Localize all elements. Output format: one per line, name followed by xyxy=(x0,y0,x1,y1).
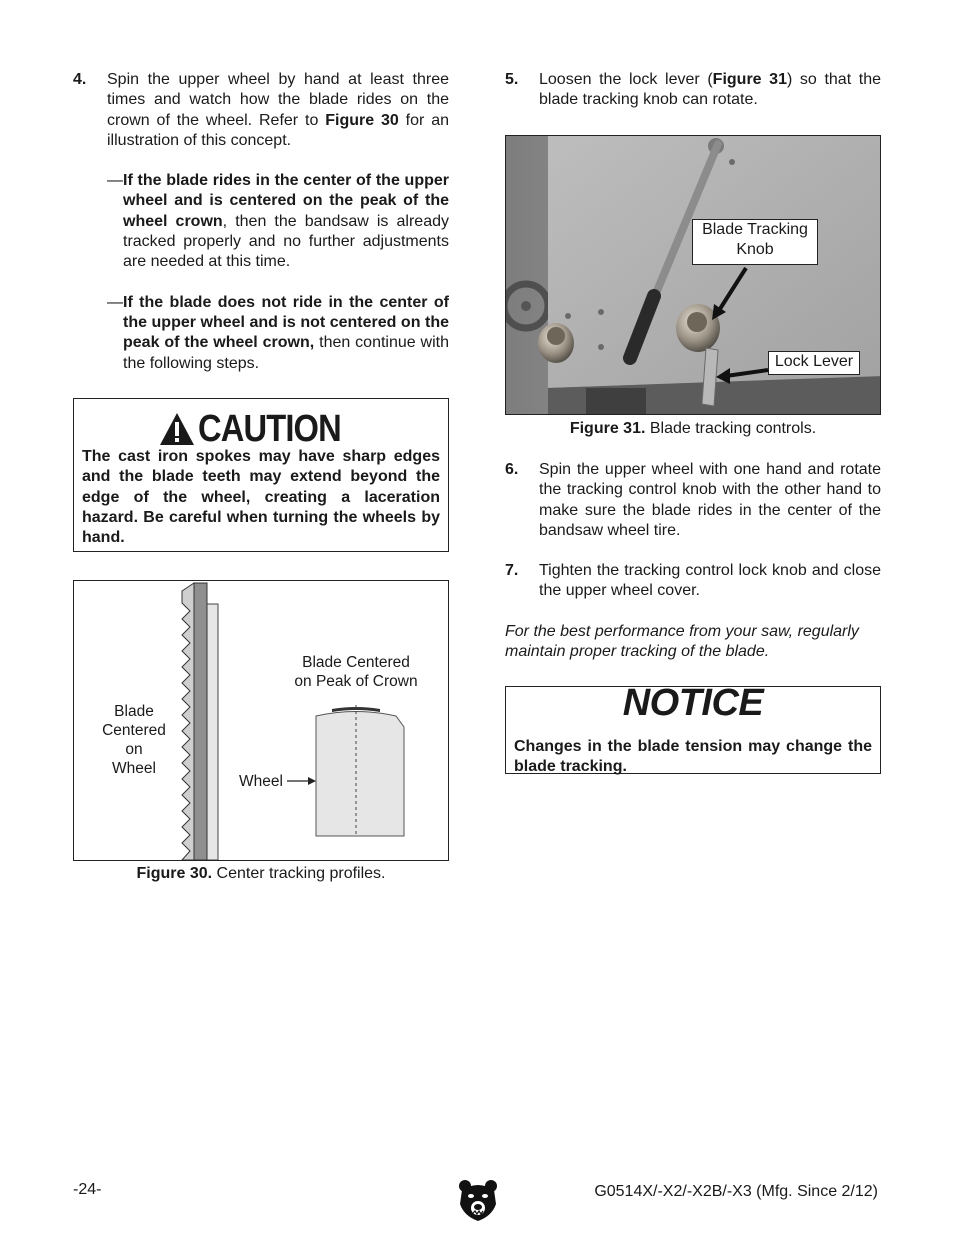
condition-text: , then the bandsaw is already tracked properly and no further adjustments are needed at this time. xyxy=(123,212,449,271)
figure-31-caption: Figure 31. Blade tracking controls. xyxy=(569,420,817,437)
page-number: -24- xyxy=(73,1181,102,1198)
step-6: 6. Spin the upper wheel with one hand and rotate the tracking control knob with the other hand to make sure the blade rides in the center of the bandsaw wheel tire. xyxy=(505,461,881,539)
step-text: Spin the upper wheel by hand at least three times and watch how the blade rides on the crown of the wheel. Refer to xyxy=(107,71,449,129)
step-text: for an illustration of this concept. xyxy=(107,111,449,149)
step-5: 5. Loosen the lock lever (Figure 31) so that the blade tracking knob can rotate. xyxy=(505,71,881,109)
notice-title: NOTICE xyxy=(622,682,764,724)
wheel-crown-profile xyxy=(316,712,404,837)
right-column-bottom xyxy=(505,460,881,662)
figure-reference: Figure 31 xyxy=(712,71,787,88)
caution-box xyxy=(73,398,449,552)
callout-lock-lever: Lock Lever xyxy=(768,351,860,375)
step-4 xyxy=(73,70,449,151)
label-wheel: Wheel xyxy=(239,773,283,790)
condition-tracked xyxy=(73,171,449,272)
wheel-side-strip xyxy=(206,604,218,860)
step-number: 6. xyxy=(505,461,519,478)
label-blade-centered-on-wheel: Blade Centered on Wheel xyxy=(102,703,166,777)
right-column-top xyxy=(505,70,881,111)
wheel-arrowhead xyxy=(308,777,316,785)
figure-31 xyxy=(505,135,881,415)
notice-box xyxy=(505,682,881,776)
blade-back xyxy=(194,583,207,860)
step-number: 5. xyxy=(505,71,519,88)
caution-title: CAUTION xyxy=(197,407,341,450)
dash: — xyxy=(107,172,123,190)
maintenance-note: For the best performance from your saw, regularly maintain proper tracking of the blade. xyxy=(505,622,859,661)
left-column xyxy=(73,70,449,374)
dash: — xyxy=(107,293,123,311)
figure-30-caption: Figure 30. Center tracking profiles. xyxy=(136,865,386,882)
callout-blade-tracking-knob: Blade Tracking Knob xyxy=(692,219,818,265)
step-number: 7. xyxy=(505,562,519,580)
caution-header xyxy=(74,405,448,453)
warning-triangle-icon xyxy=(158,411,196,447)
step-number: 4. xyxy=(73,71,87,88)
step-7: 7. Tighten the tracking control lock knob and close the upper wheel cover. xyxy=(505,562,881,600)
figure-30 xyxy=(73,580,449,861)
notice-text: Changes in the blade tension may change the blade tracking. xyxy=(514,738,872,776)
condition-text: then continue with the following steps. xyxy=(123,334,450,372)
bear-logo-icon xyxy=(458,1178,498,1222)
model-number: G0514X/-X2/-X2B/-X3 (Mfg. Since 2/12) xyxy=(594,1183,878,1200)
figure-reference: Figure 30 xyxy=(325,111,399,129)
label-centered-on-crown: Blade Centered on Peak of Crown xyxy=(294,654,418,690)
condition-bold: If the blade does not ride in the center of the upper wheel and is not centered on the peak of the wheel crown, xyxy=(123,293,449,352)
condition-bold: If the blade rides in the center of the upper wheel and is centered on the peak of the wheel crown xyxy=(123,172,449,230)
caution-text: The cast iron spokes may have sharp edges and the blade teeth may extend beyond the edge of the wheel, creating a laceration hazard. Be careful when turning the wheels by hand. xyxy=(82,448,440,547)
condition-not-tracked xyxy=(73,293,449,374)
